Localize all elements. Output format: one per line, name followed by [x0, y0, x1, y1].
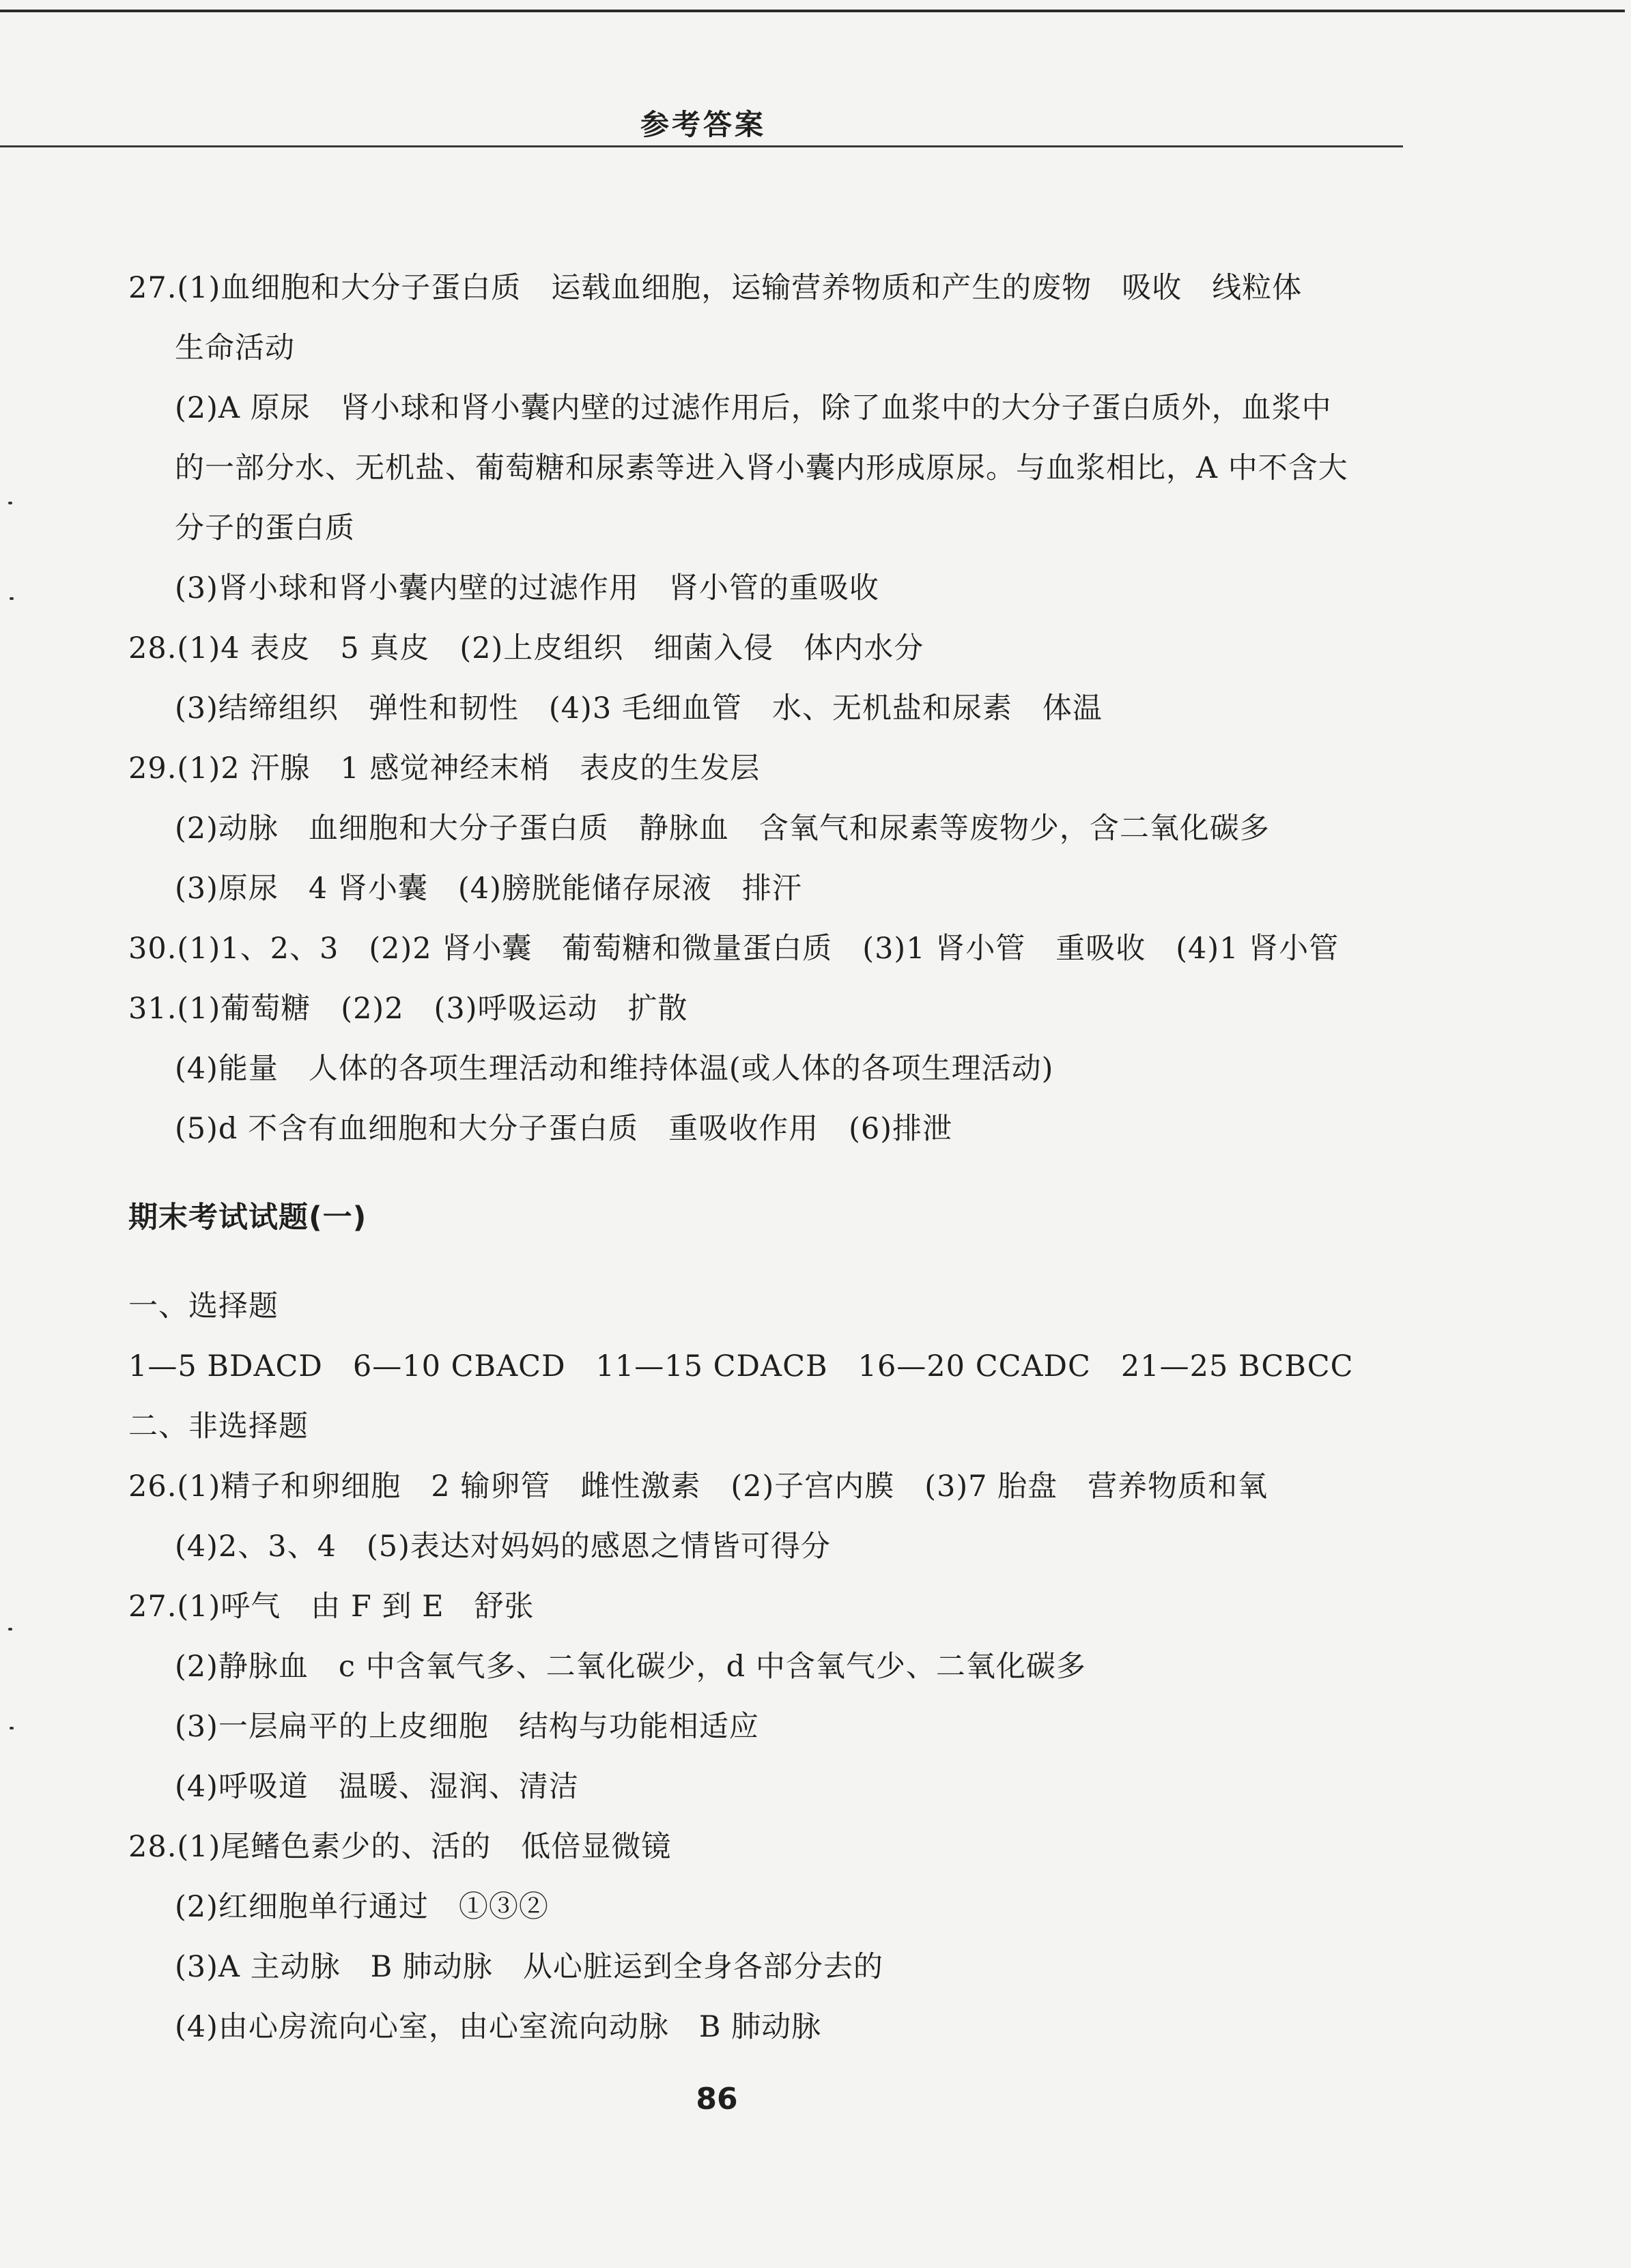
scan-speck [8, 1628, 12, 1631]
scan-speck [10, 597, 14, 600]
answer-content [128, 258, 1412, 2057]
scan-speck [10, 1727, 14, 1729]
answer-line: 29.(1)2 汗腺 1 感觉神经末梢 表皮的生发层 [128, 751, 761, 786]
answer-line: 28.(1)尾鳍色素少的、活的 低倍显微镜 [128, 1830, 672, 1864]
answer-line: (4)2、3、4 (5)表达对妈妈的感恩之情皆可得分 [175, 1530, 831, 1564]
answer-line: (5)d 不含有血细胞和大分子蛋白质 重吸收作用 (6)排泄 [175, 1112, 953, 1146]
answer-line: (3)一层扁平的上皮细胞 结构与功能相适应 [175, 1710, 759, 1744]
answer-line: 27.(1)血细胞和大分子蛋白质 运载血细胞，运输营养物质和产生的废物 吸收 线粒体 [128, 271, 1303, 305]
answer-line: (2)动脉 血细胞和大分子蛋白质 静脉血 含氧气和尿素等废物少，含二氧化碳多 [175, 812, 1270, 846]
answer-line: 26.(1)精子和卵细胞 2 输卵管 雌性激素 (2)子宫内膜 (3)7 胎盘 营养物质和氧 [128, 1469, 1268, 1504]
page-number: 86 [696, 2082, 738, 2116]
header-divider [0, 145, 1403, 147]
section-title: 期末考试试题(一) [128, 1201, 367, 1235]
answer-line: (4)呼吸道 温暖、湿润、清洁 [175, 1770, 579, 1804]
answer-line: 分子的蛋白质 [175, 511, 355, 545]
answer-line: (2)红细胞单行通过 ①③② [175, 1890, 549, 1924]
answer-line: 31.(1)葡萄糖 (2)2 (3)呼吸运动 扩散 [128, 992, 688, 1026]
scan-speck [8, 502, 12, 504]
answer-line: (3)原尿 4 肾小囊 (4)膀胱能储存尿液 排汗 [175, 872, 802, 906]
answer-line: (3)A 主动脉 B 肺动脉 从心脏运到全身各部分去的 [175, 1950, 883, 1984]
answer-line: 28.(1)4 表皮 5 真皮 (2)上皮组织 细菌入侵 体内水分 [128, 631, 924, 665]
answer-line: (4)能量 人体的各项生理活动和维持体温(或人体的各项生理活动) [175, 1052, 1054, 1086]
answer-line: 27.(1)呼气 由 F 到 E 舒张 [128, 1590, 535, 1624]
page-header-title: 参考答案 [640, 108, 766, 141]
answer-line: (2)A 原尿 肾小球和肾小囊内壁的过滤作用后，除了血浆中的大分子蛋白质外，血浆中 [175, 391, 1332, 425]
answer-line: 一、选择题 [128, 1289, 279, 1323]
answer-line: (2)静脉血 c 中含氧气多、二氧化碳少，d 中含氧气少、二氧化碳多 [175, 1650, 1086, 1684]
top-border-line [0, 10, 1625, 12]
answer-line: (3)结缔组织 弹性和韧性 (4)3 毛细血管 水、无机盐和尿素 体温 [175, 691, 1103, 726]
answer-line: 二、非选择题 [128, 1409, 309, 1444]
answer-line: 30.(1)1、2、3 (2)2 肾小囊 葡萄糖和微量蛋白质 (3)1 肾小管 重吸收 (4)1 肾小管 [128, 932, 1339, 966]
answer-line: 1—5 BDACD 6—10 CBACD 11—15 CDACB 16—20 CCADC 21—25 BCBCC [128, 1349, 1354, 1383]
answer-line: (3)肾小球和肾小囊内壁的过滤作用 肾小管的重吸收 [175, 571, 879, 605]
answer-line: 的一部分水、无机盐、葡萄糖和尿素等进入肾小囊内形成原尿。与血浆相比，A 中不含大 [175, 451, 1348, 485]
answer-line: 生命活动 [175, 331, 295, 365]
answer-line: (4)由心房流向心室，由心室流向动脉 B 肺动脉 [175, 2010, 822, 2044]
